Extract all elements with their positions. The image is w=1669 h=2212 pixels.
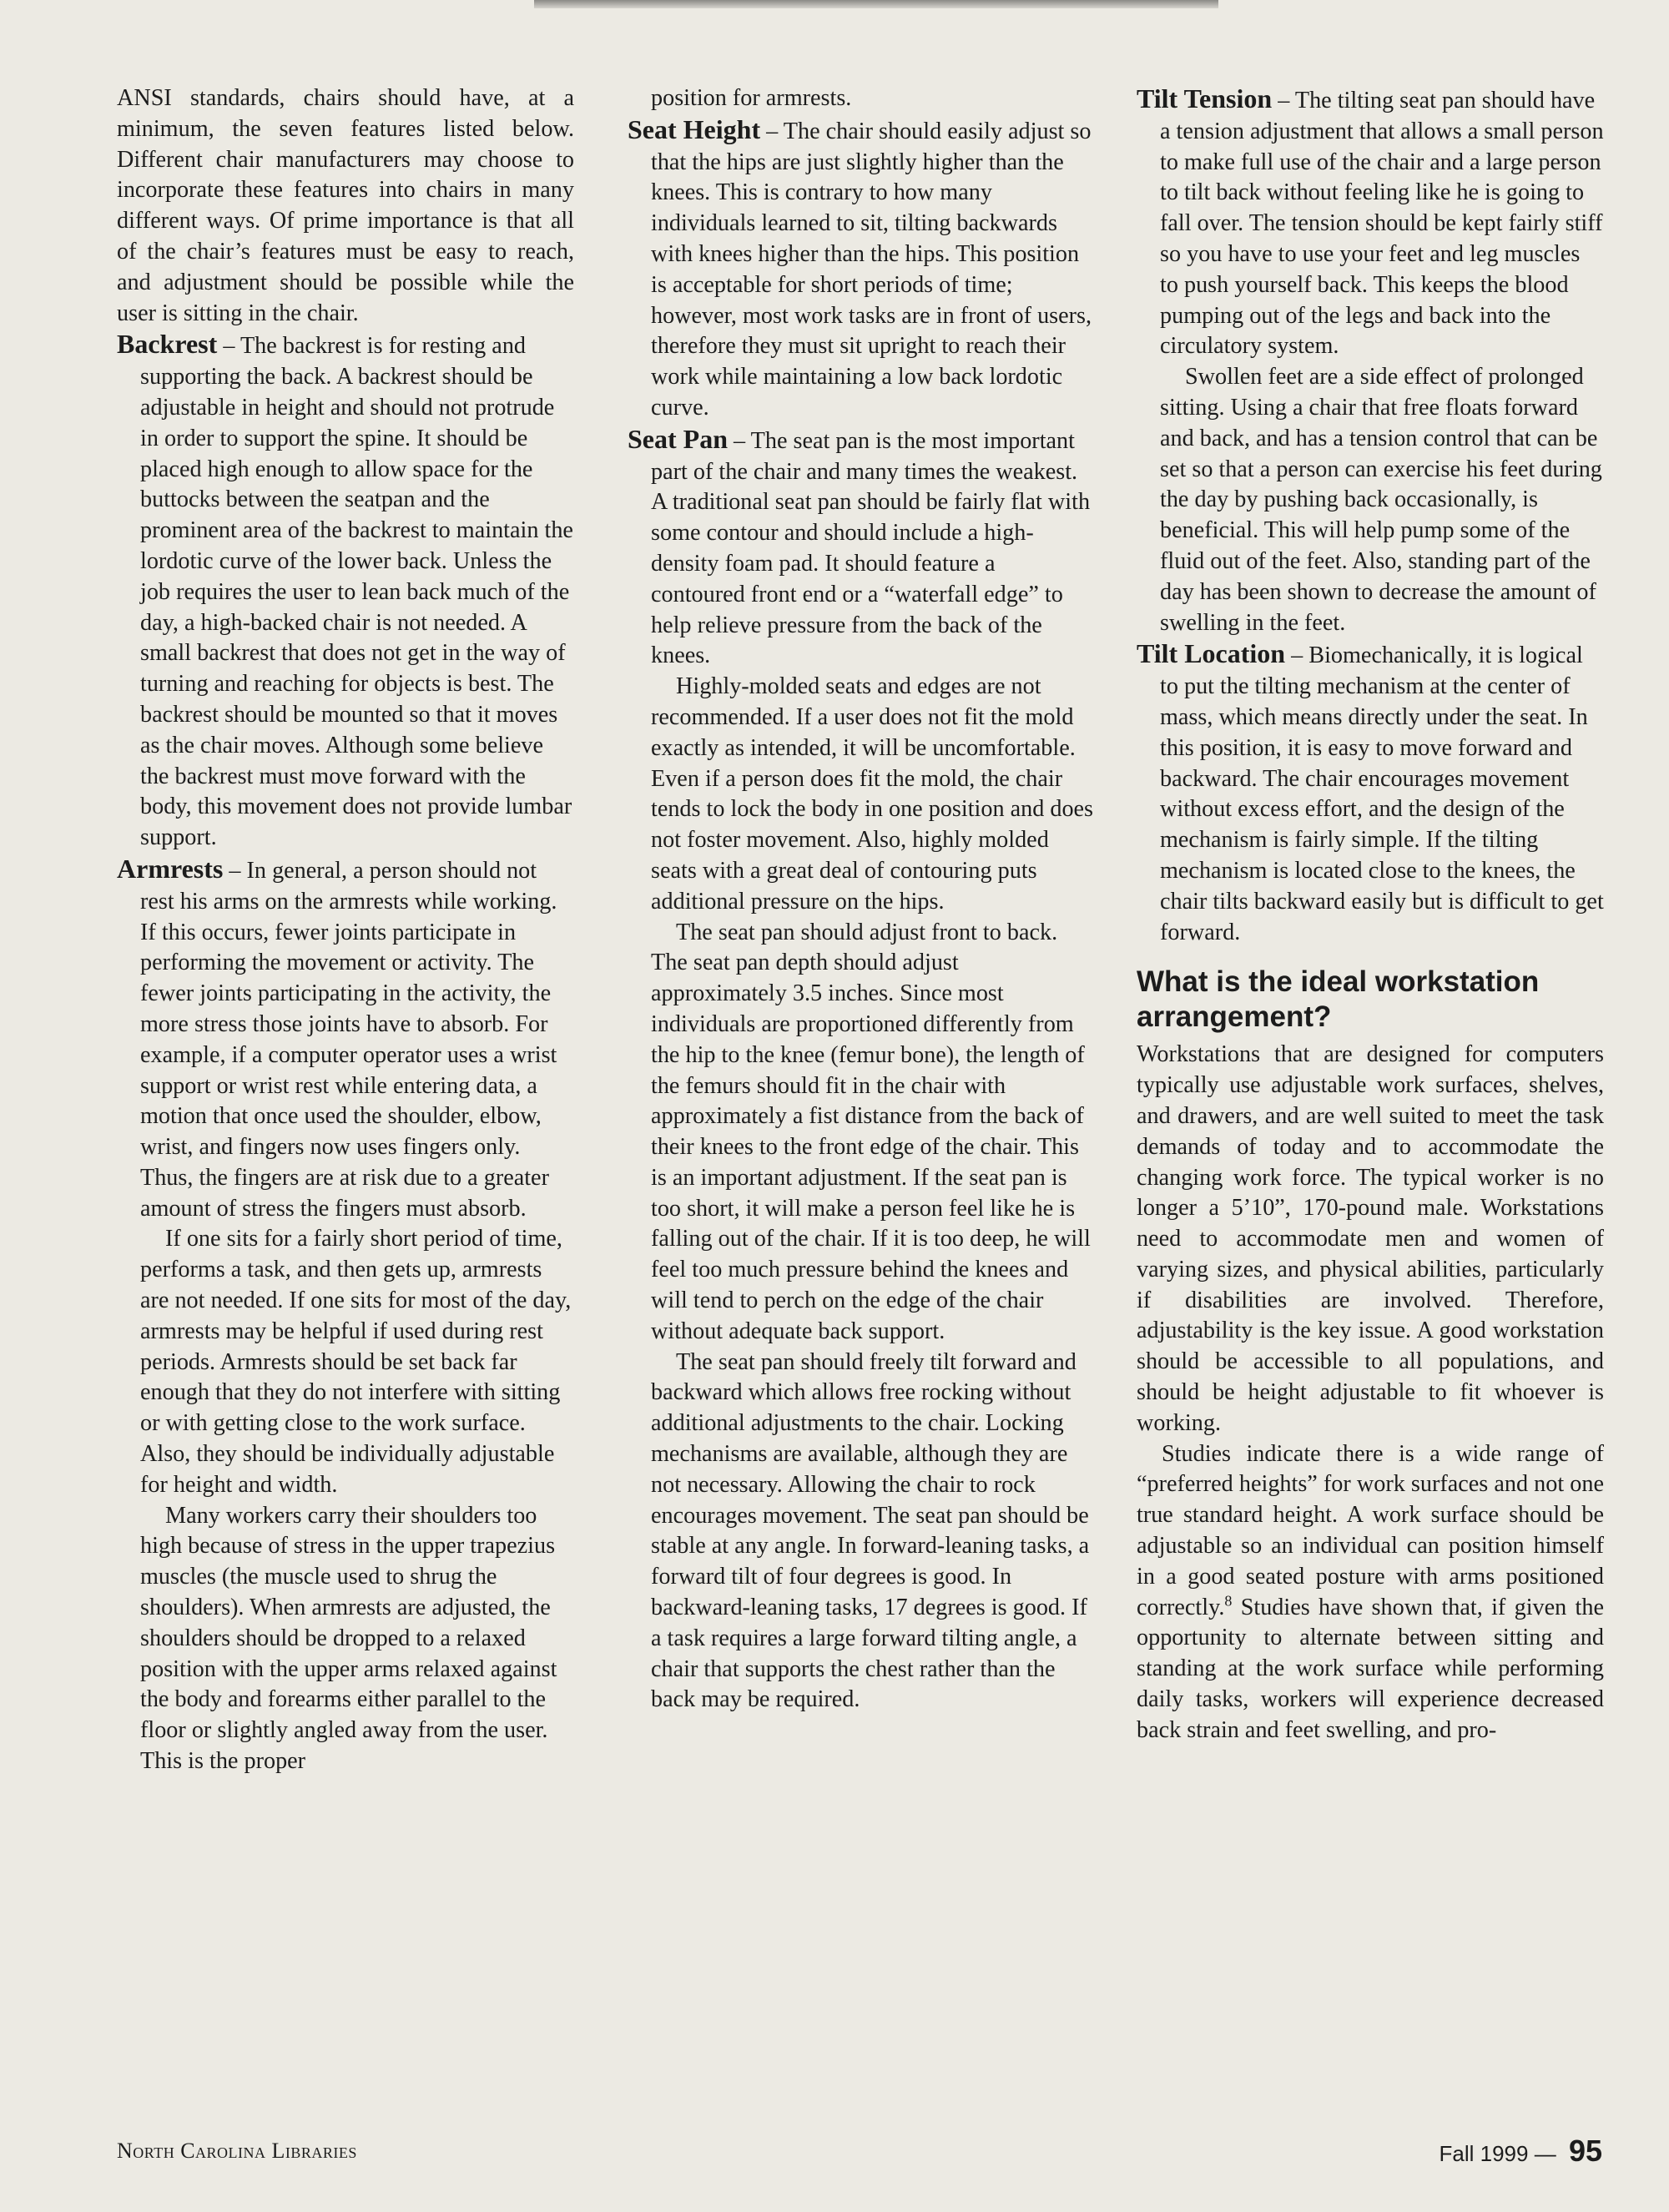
armrests-continuation: position for armrests. [651,85,852,111]
seat-height-term: Seat Height [628,113,761,144]
backrest-term: Backrest [117,329,218,360]
armrests-term: Armrests [117,853,224,884]
tilt-tension-paragraph-2: Swollen feet are a side effect of prolonged sitting. Using a chair that free floats forward and back, and has a tension control that can be set so that a person can exercise his feet during the day by pushing back occasionally, is beneficial. This will help pump some of the fluid out of the feet. Also, standing part of the day has been shown to decrease the amount of swelling in the feet. [1160,364,1602,636]
seat-pan-term: Seat Pan [628,423,728,454]
workstation-paragraph-2-text: Studies indicate there is a wide range of “preferred heights” for work surfaces and not one true standard height. A work surface should be adjustable so an individual can position himself in a good seated posture with arms positioned correctly. [1137,1440,1604,1620]
tilt-location-term: Tilt Location [1137,638,1286,669]
tilt-tension-text: – The tilting seat pan should have a tension adjustment that allows a small person to make full use of the chair and a large person to tilt back without feeling like he is going to fall over. The tension should be kept fairly stiff so you have to use your feet and leg muscles to push yourself back. This keeps the blood pumping out of the legs and back into the circulatory system. [1160,88,1604,360]
seat-pan-paragraph-2: Highly-molded seats and edges are not recommended. If a user does not fit the mold exactly as intended, it will be uncomfortable. Even if a person does fit the mold, the chair tends to lock the body in one position and does not foster movement. Also, highly molded seats with a great deal of contouring puts additional pressure on the hips. [651,673,1094,915]
armrests-entry [117,854,574,1225]
intro-paragraph: ANSI standards, chairs should have, at a minimum, the seven features listed below. Different chair manufacturers may choose to incorporate these features into chairs in many different ways. Of prime importance is that all of the chair’s features must be easy to reach, and adjustment should be possible while the user is sitting in the chair. [117,85,574,326]
footer-publication-name: North Carolina Libraries [117,2139,357,2163]
footer-issue: Fall 1999 [1439,2141,1529,2166]
workstation-paragraph-2-continuation: Studies have shown that, if given the opportunity to alternate between sitting and standing at the work surface while performing daily tasks, workers will experience decreased back strain and feet swelling, and pro- [1137,1594,1604,1743]
tilt-tension-term: Tilt Tension [1137,83,1273,113]
right-column [1137,83,1604,2086]
seat-pan-paragraph-3: The seat pan should adjust front to back. The seat pan depth should adjust approximately 3.5 inches. Since most individuals are proportioned differently from the hip to the knee (femur bone), the length of the femurs should fit in the chair with approximately a fist distance from the back of their knees to the front edge of the chair. This is an important adjustment. If the seat pan is too short, it will make a person feel like he is falling out of the chair. If it is too deep, he will feel too much pressure behind the knees and will tend to perch on the edge of the chair without adequate back support. [651,919,1091,1344]
seat-pan-paragraph-4: The seat pan should freely tilt forward and backward which allows free rocking without additional adjustments to the chair. Locking mechanisms are available, although they are not necessary. Allowing the chair to rock encourages movement. The seat pan should be stable at any angle. In forward-leaning tasks, a forward tilt of four degrees is good. In backward-leaning tasks, 17 degrees is good. If a task requires a large forward tilting angle, a chair that supports the chest rather than the back may be required. [651,1348,1090,1713]
armrests-paragraph-2: If one sits for a fairly short period of time, performs a task, and then gets up, armrests are not needed. If one sits for most of the day, armrests may be helpful if used during rest periods. Armrests should be set back far enough that they do not interfere with sitting or with getting close to the work surface. Also, they should be individually adjustable for height and width. [140,1226,572,1498]
middle-column [628,83,1095,2086]
workstation-paragraph-2 [1137,1439,1604,1746]
footer-separator: — [1534,2141,1556,2166]
seat-height-text: – The chair should easily adjust so that the hips are just slightly higher than the knees. This is contrary to how many individuals learned to sit, tilting backwards with knees higher than the hips. This position is acceptable for short periods of time; however, most work tasks are in front of users, therefore they must sit upright to reach their work while maintaining a low back lordotic curve. [651,118,1092,421]
top-edge-rule [534,0,1218,8]
tilt-tension-entry [1137,83,1604,362]
armrests-paragraph-3: Many workers carry their shoulders too high because of stress in the upper trapezius muscles (the muscle used to shrug the shoulders). When armrests are adjusted, the shoulders should be dropped to a relaxed position with the upper arms relaxed against the body and forearms either parallel to the floor or slightly angled away from the user. This is the proper [140,1502,557,1775]
seat-height-entry [628,114,1095,424]
page-number: 95 [1568,2134,1602,2168]
seat-pan-entry [628,424,1095,672]
footnote-reference[interactable]: 8 [1224,1592,1233,1610]
workstation-paragraph-1: Workstations that are designed for computers typically use adjustable work surfaces, shelves, and drawers, and are well suited to meet the task demands of today and to accommodate the changing work force. The typical worker is no longer a 5’10”, 170-pound male. Workstations need to accommodate men and women of varying sizes, and physical abilities, particularly if disabilities are involved. Therefore, adjustability is the key issue. A good workstation should be accessible to all populations, and should be height adjustable to fit whoever is working. [1137,1041,1604,1436]
backrest-entry [117,329,574,854]
armrests-text: – In general, a person should not rest his arms on the armrests while working. If this occurs, fewer joints participate in performing the movement or activity. The fewer joints participating in the activity, the more stress those joints have to absorb. For example, if a computer operator uses a wrist support or wrist rest while entering data, a motion that once used the shoulder, elbow, wrist, and fingers now uses fingers only. Thus, the fingers are at risk due to a greater amount of stress the fingers must absorb. [140,857,557,1222]
footer-issue-info [1440,2133,1602,2169]
workstation-section-heading: What is the ideal workstation arrangement? [1137,965,1540,1034]
backrest-text: – The backrest is for resting and supporting the back. A backrest should be adjustable in height and should not protrude in order to support the spine. It should be placed high enough to allow space for the buttocks between the seatpan and the prominent area of the backrest to maintain the lordotic curve of the lower back. Unless the job requires the user to lean back much of the day, a high-backed chair is not needed. A small backrest that does not get in the way of turning and reaching for objects is best. The backrest should be mounted so that it moves as the chair moves. Although some believe the backrest must move forward with the body, this movement does not provide lumbar support. [140,333,573,851]
tilt-location-entry [1137,638,1604,948]
tilt-location-text: – Biomechanically, it is logical to put the tilting mechanism at the center of mass, which means directly under the seat. In this position, it is easy to move forward and backward. The chair encourages movement without excess effort, and the design of the mechanism is fairly simple. If the tilting mechanism is located close to the knees, the chair tilts backward easily but is difficult to get forward. [1160,642,1604,945]
seat-pan-text: – The seat pan is the most important part of the chair and many times the weakest. A traditional seat pan should be fairly flat with some contour and should include a high-density foam pad. It should feature a contoured front end or a “waterfall edge” to help relieve pressure from the back of the knees. [651,427,1091,669]
left-column [117,83,574,2086]
